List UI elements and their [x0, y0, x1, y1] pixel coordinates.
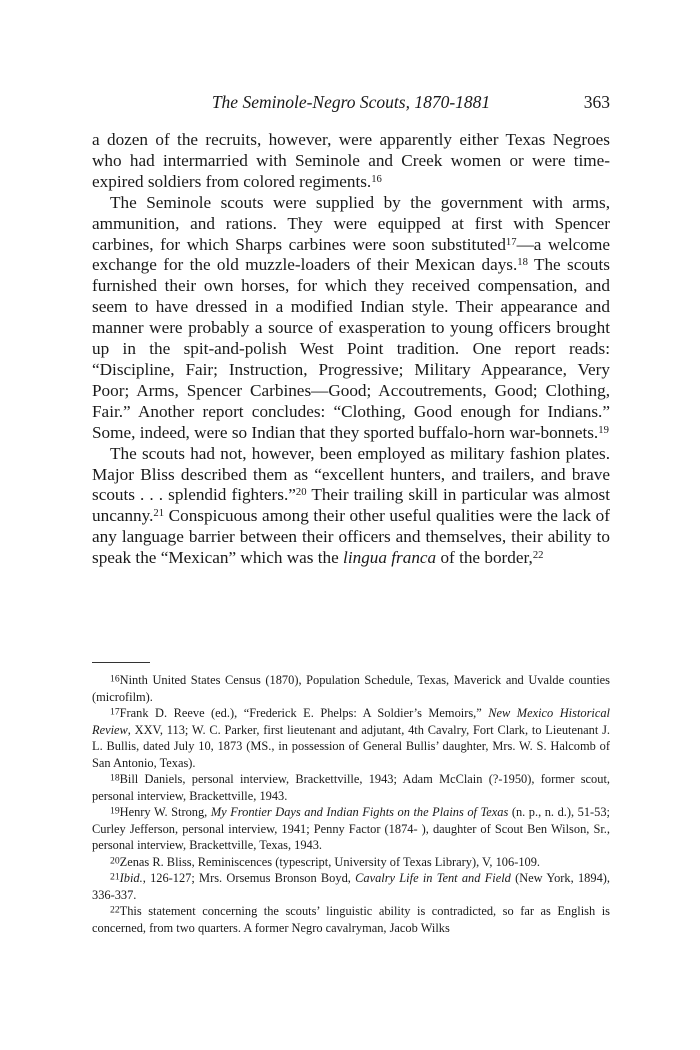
paragraph-text: Their trailing skill in particular was almost uncanny.: [92, 485, 611, 526]
footnote-title: My Frontier Days and Indian Fights on the Plains of Texas: [210, 805, 509, 819]
paragraph-text: The scouts had not, however, been employed as military fashion plates. Major Bliss described them as “excellent hunters, and trailers, and brave scouts . . . splendid fighters.”: [92, 443, 610, 505]
footnote-number: 20: [110, 855, 120, 867]
paragraph-text: —a welcome exchange for the old muzzle-loaders of their Mexican days.: [92, 234, 610, 275]
footnote-text: (New York, 1894), 336-337.: [92, 871, 610, 902]
footnote-ref: 22: [532, 550, 544, 562]
italic-term: lingua franca: [343, 548, 437, 568]
footnote-number: 18: [110, 772, 120, 784]
footnote-number: 21: [110, 871, 120, 883]
footnote: [92, 672, 610, 705]
paragraph-text: The scouts furnished their own horses, for which they received compensation, and seem to have dressed in a modified Indian style. Their appearance and manner were probably a source of exasperation to young officers brought up in the spit-and-polish West Point tradition. One report reads: “Discipline, Fair; Instruction, Progressive; Military Appearance, Very Poor; Arms, Spencer Carbines—Good; Accoutrements, Good; Clothing, Fair.” Another report concludes: “Clothing, Good enough for Indians.” Some, indeed, were so Indian that they sported buffalo-horn war-bonnets.: [92, 255, 610, 442]
footnote-title: New Mexico Historical Review: [92, 706, 610, 737]
paragraph: [92, 193, 610, 444]
page-header: [92, 92, 610, 116]
footnote-ref: 18: [517, 257, 528, 269]
footnote-text: Bill Daniels, personal interview, Brackettville, 1943; Adam McClain (?-1950), former scout, personal interview, Brackettville, 1943.: [92, 772, 610, 803]
footnote-ref: 16: [371, 174, 382, 186]
footnote-number: 19: [110, 805, 120, 817]
footnote-ref: 20: [295, 487, 307, 499]
footnote-text: Henry W. Strong,: [119, 805, 211, 819]
footnote: [92, 903, 610, 936]
footnote-ref: 17: [505, 236, 517, 248]
paragraph-text: of the border,: [436, 548, 533, 568]
footnote-text: (n. p., n. d.), 51-53; Curley Jefferson, personal interview, 1941; Penny Factor (1874- ), daughter of Scout Ben Wilson, Sr., personal interview, Brackettville, Texas, 1943.: [92, 805, 610, 852]
body-text: [92, 130, 610, 569]
footnote-text: Ninth United States Census (1870), Population Schedule, Texas, Maverick and Uvalde counties (microfilm).: [92, 673, 610, 704]
footnote-text: Zenas R. Bliss, Reminiscences (typescript, University of Texas Library), V, 106-109.: [119, 854, 540, 869]
footnote-number: 16: [110, 673, 120, 685]
paragraph: [92, 444, 610, 569]
footnote-text: , XXV, 113; W. C. Parker, first lieutenant and adjutant, 4th Cavalry, Fort Clark, to Lieutenant J. L. Bullis, dated July 10, 1873 (MS., in possession of General Bullis’ daughter, Mrs. W. S. Halcomb of San Antonio, Texas).: [92, 722, 610, 770]
footnote-divider: [92, 662, 150, 663]
footnotes: [92, 672, 610, 936]
footnote-ref: 21: [153, 508, 165, 520]
footnote-number: 17: [110, 706, 120, 718]
running-head: The Seminole-Negro Scouts, 1870-1881: [211, 92, 491, 112]
footnote-text: , 126-127; Mrs. Orsemus Bronson Boyd,: [142, 871, 356, 885]
paragraph-text: Conspicuous among their other useful qualities were the lack of any language barrier between their officers and themselves, their ability to speak the “Mexican” which was the: [92, 506, 610, 568]
footnote: [92, 705, 610, 771]
footnote-number: 22: [110, 904, 120, 916]
paragraph-text: The Seminole scouts were supplied by the government with arms, ammunition, and rations. They were equipped at first with Spencer carbines, for which Sharps carbines were soon substituted: [92, 192, 610, 254]
page-number: 363: [583, 92, 610, 112]
footnote: [92, 771, 610, 804]
paragraph: [92, 130, 610, 193]
footnote: [92, 870, 610, 903]
footnote: [92, 854, 610, 871]
footnote: [92, 804, 610, 854]
footnote-ref: 19: [598, 424, 609, 436]
footnote-title: Ibid.: [119, 871, 143, 885]
footnote-text: This statement concerning the scouts’ linguistic ability is contradicted, so far as English is concerned, from two quarters. A former Negro cavalryman, Jacob Wilks: [92, 904, 610, 935]
footnote-title: Cavalry Life in Tent and Field: [355, 871, 511, 885]
paragraph-text: a dozen of the recruits, however, were apparently either Texas Negroes who had intermarried with Seminole and Creek women or were time-expired soldiers from colored regiments.: [92, 130, 610, 191]
footnote-text: Frank D. Reeve (ed.), “Frederick E. Phelps: A Soldier’s Memoirs,”: [119, 706, 489, 720]
